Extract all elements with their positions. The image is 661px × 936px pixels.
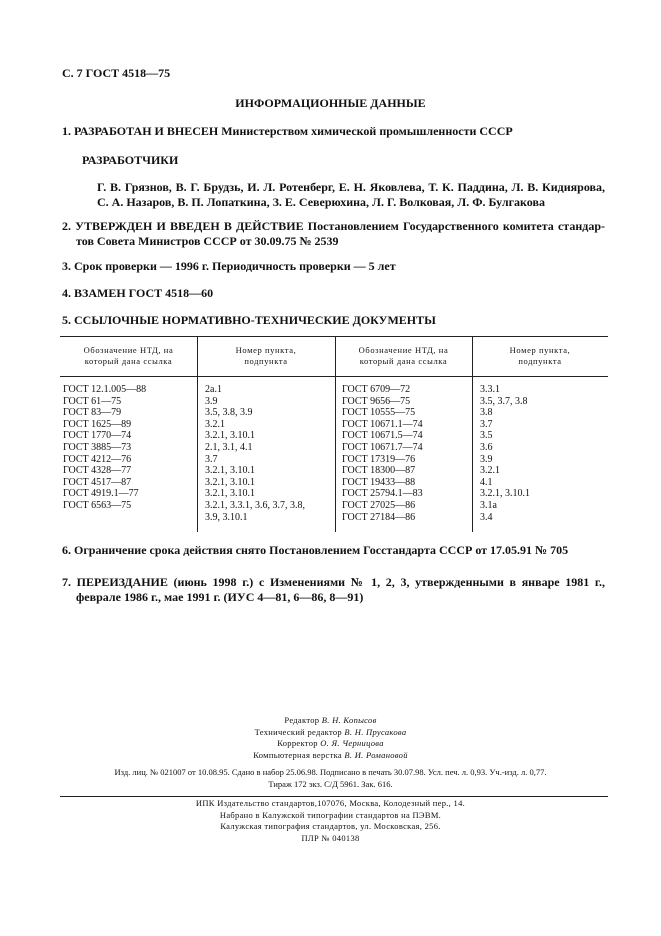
header-item-left bbox=[197, 345, 335, 367]
header-item-line-1: Номер пункта, bbox=[235, 345, 297, 355]
table-cell-item: 3.2.1, 3.10.1 bbox=[205, 476, 255, 488]
header-item-right bbox=[472, 345, 608, 367]
header-doc-right bbox=[335, 345, 472, 367]
press-line-1: ИПК Издательство стандартов,107076, Москва, Колодезный пер., 14. bbox=[195, 798, 466, 808]
table-cell-item: 3.2.1, 3.10.1 bbox=[205, 465, 255, 477]
table-cell-item: 3.6 bbox=[480, 441, 493, 453]
table-cell-doc: ГОСТ 10671.7—74 bbox=[342, 441, 423, 453]
developers-heading: РАЗРАБОТЧИКИ bbox=[82, 153, 179, 167]
table-cell-item: 3.7 bbox=[205, 453, 218, 465]
press-info bbox=[0, 798, 661, 844]
table-cell-item: 2а.1 bbox=[205, 384, 222, 395]
table-cell-item: 3.5, 3.8, 3.9 bbox=[205, 407, 253, 419]
credit-name: В. Н. Прусакова bbox=[344, 726, 407, 737]
footer-rule bbox=[60, 796, 608, 797]
table-cell-doc: ГОСТ 10555—75 bbox=[342, 407, 416, 419]
table-cell-item: 3.9 bbox=[480, 453, 493, 465]
table-cell-item: 4.1 bbox=[480, 476, 493, 488]
section-3: 3. Срок проверки — 1996 г. Периодичность проверки — 5 лет bbox=[62, 259, 396, 273]
table-cell-doc: ГОСТ 10671.5—74 bbox=[342, 430, 423, 442]
page-header: С. 7 ГОСТ 4518—75 bbox=[62, 66, 171, 80]
table-cell-item: 3.5 bbox=[480, 430, 493, 442]
right-docs-column bbox=[342, 384, 423, 523]
table-cell-item: 3.9 bbox=[205, 395, 218, 407]
table-cell-doc: ГОСТ 4212—76 bbox=[63, 453, 132, 465]
header-item-line-1: Номер пункта, bbox=[509, 345, 571, 355]
table-cell-doc: ГОСТ 10671.1—74 bbox=[342, 418, 423, 430]
left-docs-column bbox=[63, 384, 146, 512]
header-doc-left bbox=[60, 345, 197, 367]
credit-label: Технический редактор bbox=[254, 726, 342, 737]
table-cell-item: 3.8 bbox=[480, 407, 493, 419]
table-cell-item: 3.7 bbox=[480, 418, 493, 430]
section-4: 4. ВЗАМЕН ГОСТ 4518—60 bbox=[62, 286, 214, 300]
table-cell-doc: ГОСТ 61—75 bbox=[63, 395, 122, 407]
section-1-text: Министерством химической промышленности СССР bbox=[221, 124, 513, 138]
press-line-2: Набрано в Калужской типографии стандартов на ПЭВМ. bbox=[219, 809, 442, 820]
imprint-line-2: Тираж 172 экз. С/Д 5961. Зак. 616. bbox=[268, 779, 393, 789]
table-cell-doc: ГОСТ 12.1.005—88 bbox=[63, 384, 147, 395]
credit-layout bbox=[0, 750, 661, 762]
credit-label: Компьютерная верстка bbox=[253, 749, 342, 760]
table-cell-doc: ГОСТ 18300—87 bbox=[342, 465, 416, 477]
table-cell-doc: ГОСТ 83—79 bbox=[63, 407, 122, 419]
table-cell-doc: ГОСТ 6563—75 bbox=[63, 499, 132, 511]
header-item-line-2: подпункта bbox=[244, 356, 288, 366]
press-line-3: Калужская типография стандартов, ул. Московская, 256. bbox=[220, 821, 441, 831]
credit-tech-editor bbox=[0, 727, 661, 739]
right-items-column bbox=[480, 384, 530, 523]
header-doc-line-2: который дана ссылка bbox=[84, 356, 173, 366]
credit-label: Корректор bbox=[277, 738, 318, 748]
references-table bbox=[60, 336, 608, 532]
table-cell-item: 3.3.1 bbox=[480, 384, 500, 395]
press-line-4: ПЛР № 040138 bbox=[301, 832, 360, 843]
credit-editor bbox=[0, 715, 661, 727]
section-7-line-1: 7. ПЕРЕИЗДАНИЕ (июнь 1998 г.) с Изменениями № 1, 2, 3, утвержденными в январе 1981 г., bbox=[62, 575, 605, 589]
table-header-rule bbox=[60, 376, 608, 377]
table-top-rule bbox=[60, 336, 608, 337]
section-2-line-2: тов Совета Министров СССР от 30.09.75 № 2539 bbox=[76, 234, 339, 248]
section-5: 5. ССЫЛОЧНЫЕ НОРМАТИВНО-ТЕХНИЧЕСКИЕ ДОКУМЕНТЫ bbox=[62, 313, 436, 327]
table-cell-doc: ГОСТ 1770—74 bbox=[63, 430, 132, 442]
table-cell-doc: ГОСТ 27025—86 bbox=[342, 499, 416, 511]
table-cell-doc: ГОСТ 4919.1—77 bbox=[63, 488, 139, 500]
header-doc-line-2: который дана ссылка bbox=[359, 356, 448, 366]
section-2 bbox=[62, 219, 605, 249]
section-7-line-2: феврале 1986 г., мае 1991 г. (ИУС 4—81, 6—86, 8—91) bbox=[76, 590, 364, 604]
table-cell-item: 3.2.1, 3.10.1 bbox=[480, 488, 530, 500]
imprint-line-1: Изд. лиц. № 021007 от 10.08.95. Сдано в набор 25.06.98. Подписано в печать 30.07.98. Усл. печ. л. 0,93. Уч.-изд. л. 0,77. bbox=[114, 767, 547, 777]
table-cell-doc: ГОСТ 1625—89 bbox=[63, 418, 132, 430]
table-cell-doc: ГОСТ 3885—73 bbox=[63, 441, 132, 453]
table-cell-item: 3.2.1, 3.10.1 bbox=[205, 430, 255, 442]
table-cell-item: 3.2.1, 3.3.1, 3.6, 3.7, 3.8, bbox=[205, 499, 305, 511]
table-cell-item: 3.5, 3.7, 3.8 bbox=[480, 395, 528, 407]
table-cell-item: 3.9, 3.10.1 bbox=[205, 511, 248, 523]
table-cell-doc: ГОСТ 4328—77 bbox=[63, 465, 132, 477]
header-doc-line-1: Обозначение НТД, на bbox=[358, 345, 449, 355]
credit-label: Редактор bbox=[284, 715, 320, 725]
credit-proofreader bbox=[0, 738, 661, 750]
table-cell-doc: ГОСТ 19433—88 bbox=[342, 476, 416, 488]
page-title: ИНФОРМАЦИОННЫЕ ДАННЫЕ bbox=[235, 96, 426, 110]
table-cell-doc: ГОСТ 9656—75 bbox=[342, 395, 411, 407]
section-6: 6. Ограничение срока действия снято Постановлением Госстандарта СССР от 17.05.91 № 705 bbox=[62, 543, 569, 557]
developers-list: Г. В. Грязнов, В. Г. Брудзь, И. Л. Ротенберг, Е. Н. Яковлева, Т. К. Паддина, Л. В. Кидиярова, С. А. Назаров, В. П. Лопаткина, З. Е. Северюхина, Л. Г. Волковая, Л. Ф. Булгакова bbox=[97, 180, 605, 209]
table-cell-item: 2.1, 3.1, 4.1 bbox=[205, 441, 253, 453]
table-cell-doc: ГОСТ 27184—86 bbox=[342, 511, 416, 523]
credit-name: В. И. Романовой bbox=[344, 749, 408, 760]
table-cell-doc: ГОСТ 17319—76 bbox=[342, 453, 416, 465]
section-1 bbox=[62, 124, 513, 139]
section-7 bbox=[62, 575, 605, 605]
table-cell-doc: ГОСТ 25794.1—83 bbox=[342, 488, 423, 500]
table-cell-doc: ГОСТ 6709—72 bbox=[342, 384, 411, 395]
table-cell-item: 3.4 bbox=[480, 511, 493, 523]
credit-name: В. Н. Копысов bbox=[321, 715, 377, 725]
credit-name: О. Я. Черницова bbox=[320, 738, 384, 748]
table-cell-item: 3.2.1, 3.10.1 bbox=[205, 488, 255, 500]
header-item-line-2: подпункта bbox=[518, 356, 562, 366]
table-cell-item: 3.2.1 bbox=[205, 418, 225, 430]
left-items-column bbox=[205, 384, 305, 523]
credits bbox=[0, 715, 661, 761]
imprint bbox=[0, 766, 661, 790]
table-cell-item: 3.1а bbox=[480, 499, 497, 511]
header-doc-line-1: Обозначение НТД, на bbox=[83, 345, 174, 355]
section-2-line-1: 2. УТВЕРЖДЕН И ВВЕДЕН В ДЕЙСТВИЕ Постановлением Государственного комитета стандар- bbox=[62, 219, 605, 233]
table-cell-item: 3.2.1 bbox=[480, 465, 500, 477]
table-cell-doc: ГОСТ 4517—87 bbox=[63, 476, 132, 488]
section-1-label: 1. РАЗРАБОТАН И ВНЕСЕН bbox=[62, 124, 219, 138]
